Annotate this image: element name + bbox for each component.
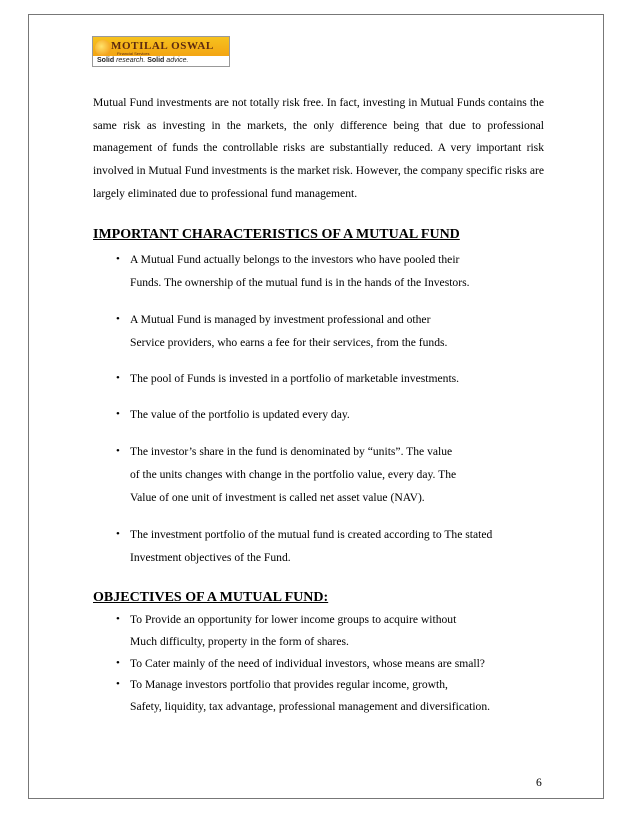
motilal-oswal-logo bbox=[92, 36, 230, 67]
list-item: • A Mutual Fund is managed by investment professional and other Service providers, who earns a fee for their services, from the funds. bbox=[116, 308, 556, 355]
objectives-list bbox=[116, 609, 556, 718]
logo-subtitle: Financial Services bbox=[117, 51, 150, 56]
list-item: • To Provide an opportunity for lower income groups to acquire without Much difficulty, property in the form of shares. bbox=[116, 609, 556, 653]
list-item: • The investor’s share in the fund is denominated by “units”. The value of the units changes with change in the portfolio value, every day. The Value of one unit of investment is called net asset value (NAV). bbox=[116, 440, 556, 510]
page-number: 6 bbox=[536, 776, 542, 789]
intro-paragraph: Mutual Fund investments are not totally risk free. In fact, investing in Mutual Funds contains the same risk as investing in the markets, the only difference being that due to professional management of funds the controllable risks are substantially reduced. A very important risk involved in Mutual Fund investments is the market risk. However, the company specific risks are largely eliminated due to professional fund management. bbox=[93, 96, 544, 200]
list-item: • To Cater mainly of the need of individual investors, whose means are small? bbox=[116, 653, 556, 675]
list-item: • The value of the portfolio is updated every day. bbox=[116, 403, 556, 426]
logo-tagline: Solid research. Solid advice. bbox=[97, 57, 189, 64]
list-item: • The pool of Funds is invested in a portfolio of marketable investments. bbox=[116, 367, 556, 390]
sun-icon bbox=[95, 40, 111, 56]
objectives-heading: OBJECTIVES OF A MUTUAL FUND: bbox=[93, 590, 329, 605]
list-item: • To Manage investors portfolio that provides regular income, growth, Safety, liquidity, tax advantage, professional management and diversification. bbox=[116, 674, 556, 718]
characteristics-list bbox=[116, 248, 556, 582]
list-item: • A Mutual Fund actually belongs to the investors who have pooled their Funds. The ownership of the mutual fund is in the hands of the Investors. bbox=[116, 248, 556, 295]
characteristics-heading: IMPORTANT CHARACTERISTICS OF A MUTUAL FUND bbox=[93, 227, 460, 242]
list-item: • The investment portfolio of the mutual fund is created according to The stated Investment objectives of the Fund. bbox=[116, 523, 556, 570]
logo-brand: MOTILAL OSWAL bbox=[111, 40, 214, 52]
